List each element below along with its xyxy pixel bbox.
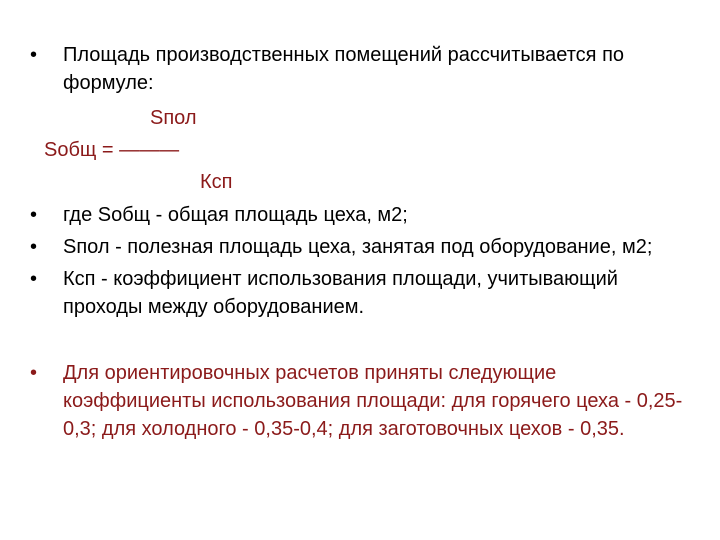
note-coefficients [30, 359, 690, 443]
bullet-marker: • [30, 268, 38, 290]
bullet-formula-intro [30, 41, 690, 97]
definition-text: Sпол - полезная площадь цеха, занятая под оборудование, м2; [63, 236, 653, 258]
bullet-marker: • [30, 204, 38, 226]
definition-text: где Sобщ - общая площадь цеха, м2; [63, 204, 408, 226]
definition-text: Ксп - коэффициент использования площади, учитывающий проходы между оборудованием. [63, 268, 618, 318]
bullet-marker: • [30, 362, 38, 384]
definition-item-useful-area [30, 233, 690, 261]
formula-numerator: Sпол [150, 107, 197, 129]
formula-denominator: Ксп [200, 171, 233, 193]
bullet-marker: • [30, 236, 38, 258]
formula-intro-text: Площадь производственных помещений рассчитывается по формуле: [63, 44, 625, 94]
definition-item-coefficient [30, 265, 690, 321]
bullet-marker: • [30, 44, 38, 66]
formula-left-side: Sобщ = ——— [44, 139, 180, 161]
definition-item-total-area [30, 201, 690, 229]
note-text: Для ориентировочных расчетов приняты следующие коэффициенты использования площади: для горячего цеха - 0,25-0,3; для холодного - 0,35-0,4; для заготовочных цехов - 0,35. [63, 362, 683, 440]
